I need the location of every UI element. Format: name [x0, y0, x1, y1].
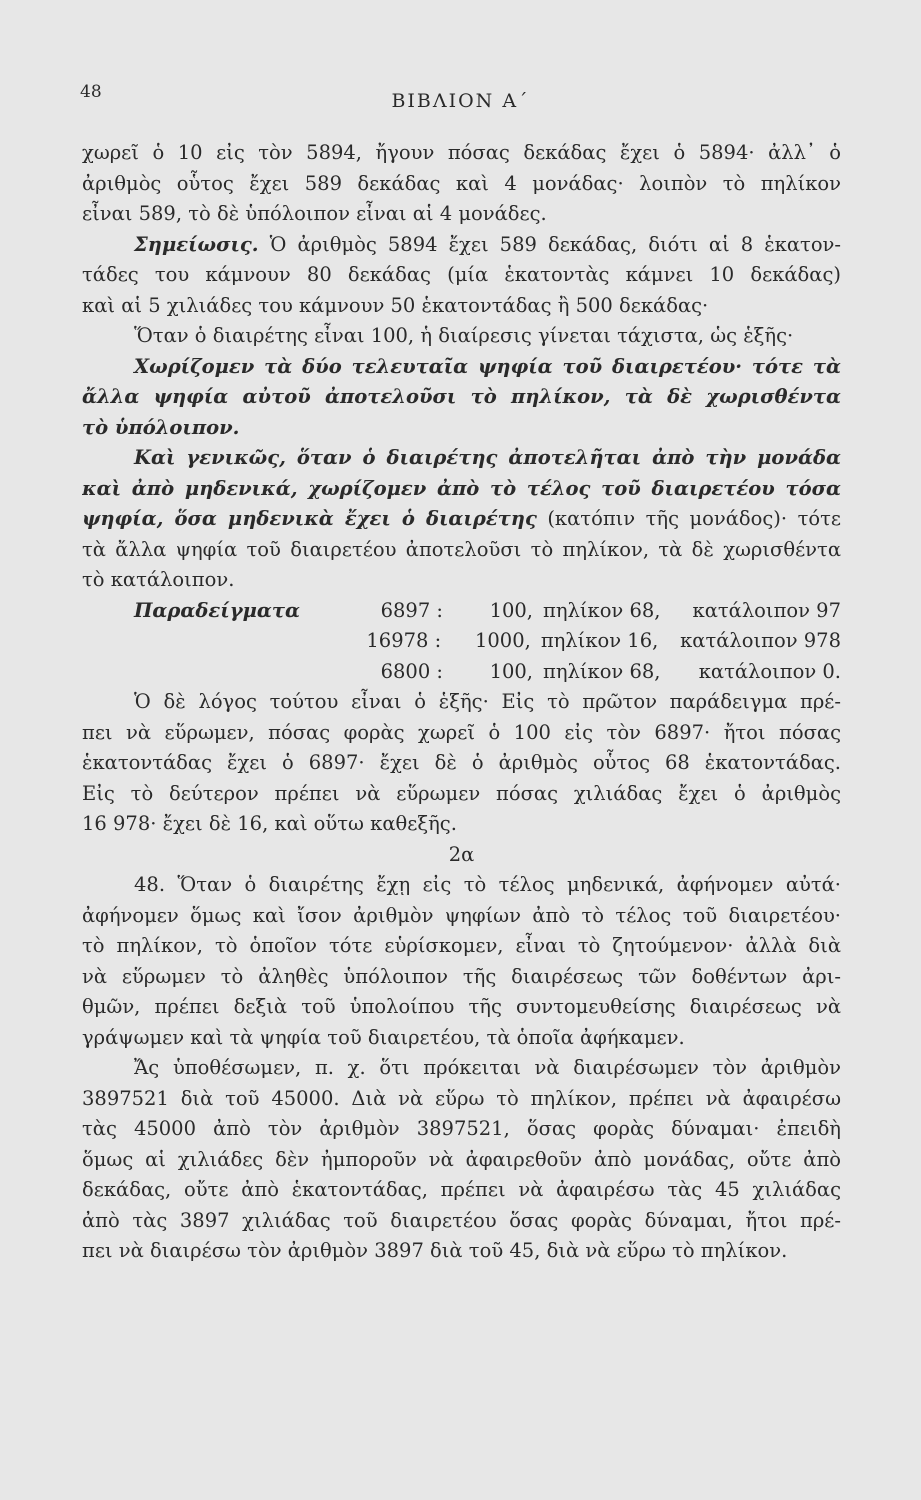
example-dividend: 6897 : [380, 598, 443, 622]
text-line: τὰς 45000 ἀπὸ τὸν ἀριθμὸν 3897521, ὅσας φορὰς δύναμαι· ἐπειδὴ [82, 1117, 841, 1140]
rule-line: Καὶ γενικῶς, ὅταν ὁ διαιρέτης ἀποτελῆται ἀπὸ τὴν μονάδα [134, 446, 841, 469]
text-line: θμῶν, πρέπει δεξιὰ τοῦ ὑπολοίπου τῆς συντομευθείσης διαιρέσεως νὰ [82, 995, 841, 1018]
text-line: πει νὰ εὕρωμεν, πόσας φορὰς χωρεῖ ὁ 100 εἰς τὸν 6897· ἤτοι πόσας [82, 720, 841, 744]
text-line: ἀριθμὸς οὗτος ἔχει 589 δεκάδας καὶ 4 μονάδας· λοιπὸν τὸ πηλίκον [82, 171, 841, 195]
page-body [82, 138, 841, 1267]
note-label: Σημείωσις. [134, 232, 259, 256]
note-text: Ὁ ἀριθμὸς 5894 ἔχει 589 δεκάδας, διότι αἱ 8 ἑκατον- [269, 232, 841, 256]
text-line: δεκάδας, οὔτε ἀπὸ ἑκατοντάδας, πρέπει νὰ ἀφαιρέσω τὰς 45 χιλιάδας [82, 1178, 841, 1201]
page-number: 48 [80, 82, 102, 102]
example-row [82, 596, 841, 627]
example-divisor: 100, [489, 659, 533, 683]
example-remainder: κατάλοιπον 97 [692, 598, 841, 622]
text-line: ὅμως αἱ χιλιάδες δὲν ἠμποροῦν νὰ ἀφαιρεθοῦν ἀπὸ μονάδας, οὔτε ἀπὸ [82, 1147, 841, 1171]
rule-line: Χωρίζομεν τὰ δύο τελευταῖα ψηφία τοῦ διαιρετέου· τότε τὰ [134, 354, 841, 378]
text-line: 48. Ὅταν ὁ διαιρέτης ἔχῃ εἰς τὸ τέλος μηδενικά, ἀφήνομεν αὐτά· [134, 873, 841, 896]
examples-label: Παραδείγματα [134, 598, 300, 622]
text-line: ἀφήνομεν ὅμως καὶ ἴσον ἀριθμὸν ψηφίων ἀπὸ τὸ τέλος τοῦ διαιρετέου· [82, 903, 841, 927]
example-remainder: κατάλοιπον 978 [680, 629, 841, 652]
example-row [82, 657, 841, 688]
text-line: χωρεῖ ὁ 10 εἰς τὸν 5894, ἤγουν πόσας δεκάδας ἔχει ὁ 5894· ἀλλ᾽ ὁ [82, 141, 841, 164]
rule-line: ἄλλα ψηφία αὐτοῦ ἀποτελοῦσι τὸ πηλίκον, τὰ δὲ χωρισθέντα [82, 385, 841, 408]
example-divisor: 100, [489, 598, 533, 622]
text-line: ἀπὸ τὰς 3897 χιλιάδας τοῦ διαιρετέου ὅσας φορὰς δύναμαι, ἤτοι πρέ- [82, 1208, 841, 1232]
text-line: 3897521 διὰ τοῦ 45000. Διὰ νὰ εὕρω τὸ πηλίκον, πρέπει νὰ ἀφαιρέσω [82, 1086, 841, 1110]
note-line [82, 230, 841, 261]
text-line: καὶ αἱ 5 χιλιάδες του κάμνουν 50 ἑκατοντάδας ἢ 500 δεκάδας· [82, 293, 709, 317]
rule-bold-part: ψηφία, ὅσα μηδενικὰ ἔχει ὁ διαιρέτης [82, 507, 537, 530]
rule-line [82, 504, 841, 535]
text-line: εἶναι 589, τὸ δὲ ὑπόλοιπον εἶναι αἱ 4 μονάδες. [82, 202, 547, 225]
section-mark: 2α [448, 842, 475, 866]
example-remainder: κατάλοιπον 0. [698, 659, 841, 683]
text-line: πει νὰ διαιρέσω τὸν ἀριθμὸν 3897 διὰ τοῦ 45, διὰ νὰ εὕρω τὸ πηλίκον. [82, 1239, 788, 1262]
example-row [82, 626, 841, 657]
text-line: Εἰς τὸ δεύτερον πρέπει νὰ εὕρωμεν πόσας χιλιάδας ἔχει ὁ ἀριθμὸς [82, 781, 841, 805]
text-line: γράψωμεν καὶ τὰ ψηφία τοῦ διαιρετέου, τὰ ὁποῖα ἀφήκαμεν. [82, 1025, 685, 1049]
text-line: ἑκατοντάδας ἔχει ὁ 6897· ἔχει δὲ ὁ ἀριθμὸς οὗτος 68 ἑκατοντάδας. [82, 751, 841, 774]
text-line: Ὅταν ὁ διαιρέτης εἶναι 100, ἡ διαίρεσις γίνεται τάχιστα, ὡς ἑξῆς· [134, 324, 794, 347]
rule-line: καὶ ἀπὸ μηδενικά, χωρίζομεν ἀπὸ τὸ τέλος τοῦ διαιρετέου τόσα [82, 476, 841, 500]
running-head: ΒΙΒΛΙΟΝ Α΄ [391, 90, 530, 112]
text-line: τὰ ἄλλα ψηφία τοῦ διαιρετέου ἀποτελοῦσι τὸ πηλίκον, τὰ δὲ χωρισθέντα [82, 537, 841, 561]
example-divisor: 1000, [474, 629, 531, 652]
text-line: τάδες του κάμνουν 80 δεκάδας (μία ἑκατοντὰς κάμνει 10 δεκάδας) [82, 263, 841, 286]
example-quotient: πηλίκον 68, [543, 598, 661, 622]
text-line: Ὁ δὲ λόγος τούτου εἶναι ὁ ἑξῆς· Εἰς τὸ πρῶτον παράδειγμα πρέ- [134, 690, 841, 713]
rule-line: τὸ ὑπόλοιπον. [82, 415, 240, 439]
text-line: νὰ εὕρωμεν τὸ ἀληθὲς ὑπόλοιπον τῆς διαιρέσεως τῶν δοθέντων ἀρι- [82, 964, 841, 988]
rule-plain-part: (κατόπιν τῆς μονάδος)· τότε [536, 507, 841, 530]
text-line: Ἄς ὑποθέσωμεν, π. χ. ὅτι πρόκειται νὰ διαιρέσωμεν τὸν ἀριθμὸν [134, 1056, 841, 1079]
example-quotient: πηλίκον 16, [540, 629, 659, 652]
text-line: τὸ πηλίκον, τὸ ὁποῖον τότε εὑρίσκομεν, εἶναι τὸ ζητούμενον· ἀλλὰ διὰ [82, 934, 841, 957]
example-dividend: 16978 : [366, 629, 442, 652]
text-line: τὸ κατάλοιπον. [82, 568, 235, 591]
example-dividend: 6800 : [380, 659, 443, 683]
example-quotient: πηλίκον 68, [543, 659, 661, 683]
text-line: 16 978· ἔχει δὲ 16, καὶ οὕτω καθεξῆς. [82, 812, 457, 835]
